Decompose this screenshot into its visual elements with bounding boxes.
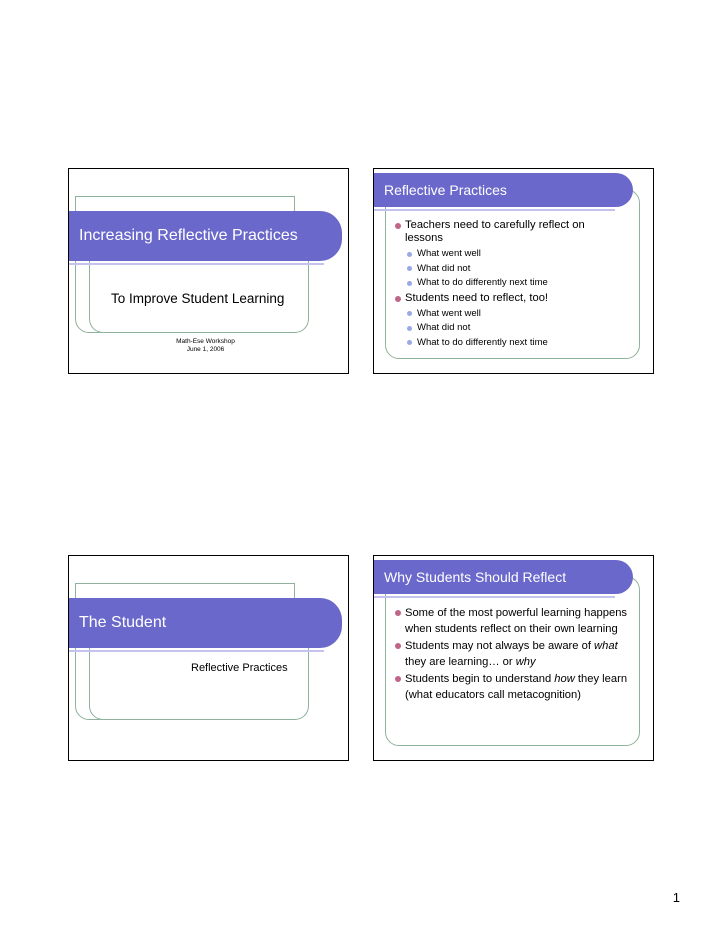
slide-2-sub-bullet: What did not xyxy=(407,321,625,336)
slide-4 xyxy=(373,555,654,761)
page-number: 1 xyxy=(672,890,680,905)
slide-4-bullet-3-text-post: they learn (what educators call metacognition) xyxy=(405,673,628,701)
slide-2-title-band xyxy=(374,173,633,207)
slide-1-title: Increasing Reflective Practices xyxy=(79,227,298,244)
slide-3-title: The Student xyxy=(79,614,167,631)
slide-4-band-underline xyxy=(374,596,615,598)
slide-1-subtitle: To Improve Student Learning xyxy=(111,291,285,306)
slide-2-bullet-2: Students need to reflect, too! xyxy=(395,292,625,305)
slide-4-bullet-3-em-how: how xyxy=(554,673,575,685)
slide-1-footer-event: Math-Ese Workshop xyxy=(176,338,235,345)
slide-4-title: Why Students Should Reflect xyxy=(384,569,567,585)
slide-3 xyxy=(68,555,349,761)
slide-4-bullet-3-text-pre: Students begin to understand xyxy=(405,673,555,685)
slide-3-title-band xyxy=(69,598,342,648)
slide-2-title: Reflective Practices xyxy=(384,182,507,198)
slide-3-subtitle: Reflective Practices xyxy=(191,662,288,674)
slide-3-lower-frame xyxy=(89,644,309,720)
slide-4-bullet-list xyxy=(395,606,635,705)
slide-2-sub-bullet: What went well xyxy=(407,307,625,322)
slide-2-sub-bullet: What went well xyxy=(407,247,625,262)
slide-4-bullet-1 xyxy=(395,606,635,637)
slide-4-bullet-2-em-what: what xyxy=(594,640,618,652)
slide-4-bullet-2-text-mid: they are learning… or xyxy=(405,655,516,668)
slide-1-title-band xyxy=(69,211,342,261)
slide-4-bullet-2 xyxy=(395,639,635,670)
slide-1-footer xyxy=(69,338,342,354)
slide-2-bullet-1: Teachers need to carefully reflect on lessons xyxy=(395,219,625,245)
slide-4-bullet-2-text-pre: Students may not always be aware of xyxy=(405,640,595,652)
slide-3-band-underline xyxy=(69,650,324,652)
slide-4-bullet-3 xyxy=(395,672,635,703)
slide-2-sub-bullet: What did not xyxy=(407,262,625,277)
slide-2-sub-bullet: What to do differently next time xyxy=(407,276,625,291)
slide-4-bullet-1-text: Some of the most powerful learning happens when students reflect on their own learning xyxy=(405,607,628,635)
slide-2 xyxy=(373,168,654,374)
slide-1-footer-date: June 1, 2006 xyxy=(186,346,225,353)
slide-2-sub-bullet: What to do differently next time xyxy=(407,336,625,351)
slide-1 xyxy=(68,168,349,374)
slide-4-bullet-2-em-why: why xyxy=(515,655,536,668)
slide-1-band-underline xyxy=(69,263,324,265)
slide-4-title-band xyxy=(374,560,633,594)
slide-2-bullet-list xyxy=(395,219,625,350)
slide-2-band-underline xyxy=(374,209,615,211)
